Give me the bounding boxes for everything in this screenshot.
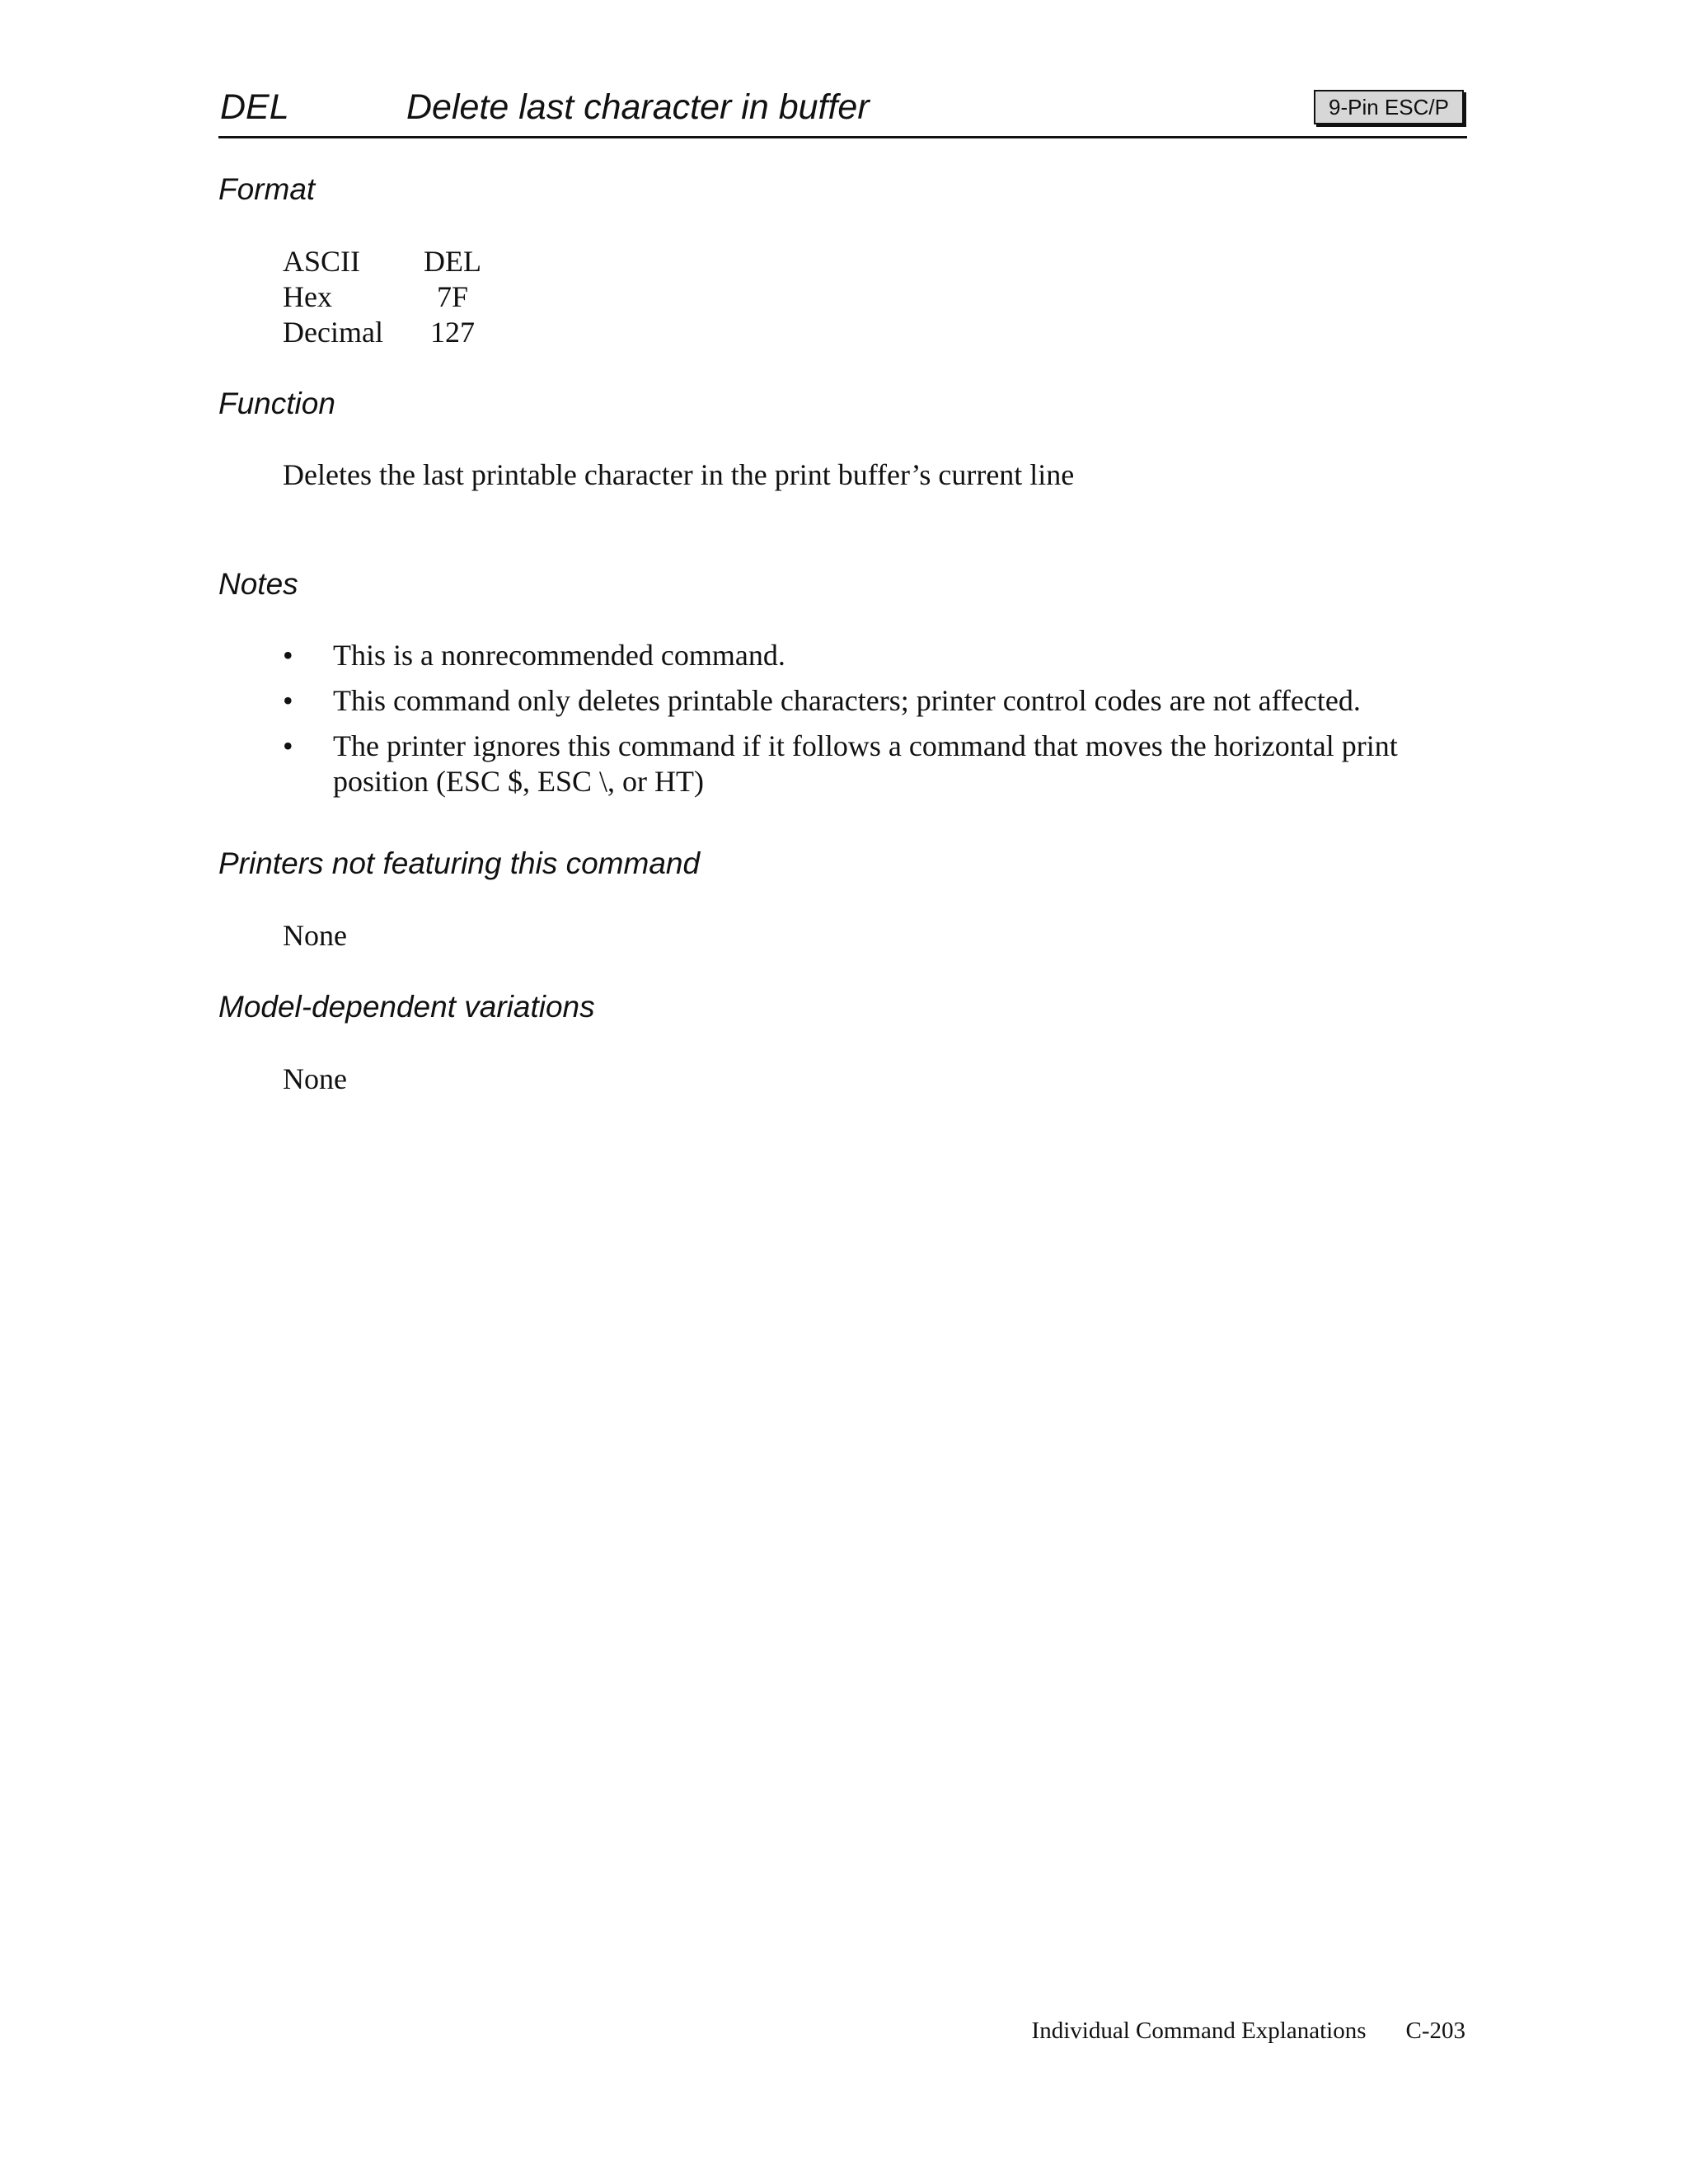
list-item — [283, 638, 1453, 673]
format-value: DEL — [424, 245, 481, 278]
command-title: Delete last character in buffer — [406, 87, 870, 127]
note-text: This is a nonrecommended command. — [333, 639, 785, 672]
notes-list — [283, 638, 1453, 809]
printers-not-featuring-heading: Printers not featuring this command — [218, 846, 701, 880]
format-label: Decimal — [283, 316, 383, 349]
bullet-icon: • — [283, 639, 293, 672]
format-heading: Format — [218, 172, 316, 206]
format-row-decimal — [283, 315, 484, 350]
format-label: Hex — [283, 280, 332, 313]
list-item — [283, 729, 1453, 799]
format-label: ASCII — [283, 245, 361, 278]
note-text: The printer ignores this command if it follows a command that moves the horizontal print position (ESC $, ESC \, or HT) — [333, 729, 1398, 798]
notes-heading: Notes — [218, 567, 298, 601]
format-value: 127 — [430, 316, 475, 349]
note-text: This command only deletes printable characters; printer control codes are not affected. — [333, 684, 1361, 717]
format-row-ascii — [283, 244, 484, 279]
function-description: Deletes the last printable character in the print buffer’s current line — [283, 458, 1075, 491]
model-variations-heading: Model-dependent variations — [218, 990, 595, 1024]
function-heading: Function — [218, 387, 335, 420]
bullet-icon: • — [283, 684, 293, 717]
format-table — [283, 244, 484, 350]
command-code: DEL — [220, 87, 289, 127]
printers-not-featuring-text: None — [283, 919, 347, 952]
list-item — [283, 683, 1453, 719]
bullet-icon: • — [283, 729, 293, 762]
page-number: C-203 — [1405, 2018, 1465, 2044]
page-header — [218, 87, 1467, 138]
footer-section-title: Individual Command Explanations — [1031, 2018, 1367, 2044]
format-value: 7F — [436, 280, 469, 313]
format-row-hex — [283, 279, 484, 315]
model-variations-text: None — [283, 1062, 347, 1095]
esc-p-badge: 9-Pin ESC/P — [1314, 90, 1464, 124]
page-footer — [1032, 2019, 1465, 2043]
